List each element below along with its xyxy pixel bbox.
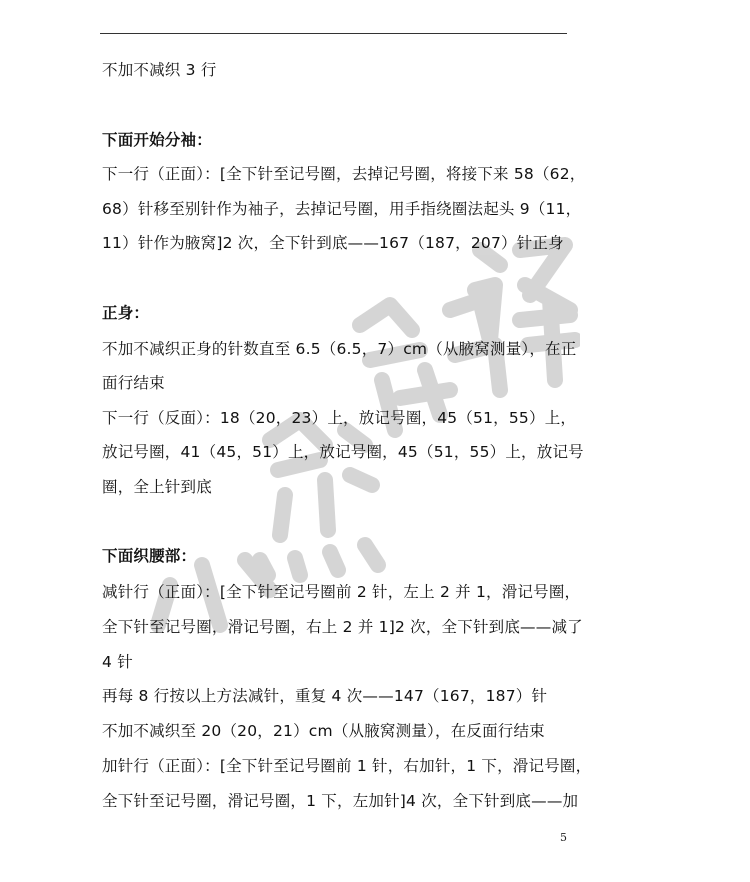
text-line: 全下针至记号圈，滑记号圈，右上 2 并 1]2 次，全下针到底——减了 xyxy=(102,618,583,636)
text-line: 加针行（正面）：[全下针至记号圈前 1 针，右加针，1 下，滑记号圈， xyxy=(102,757,592,775)
section-heading: 下面开始分袖： xyxy=(102,131,212,149)
text-line: 放记号圈，41（45，51）上，放记号圈，45（51，55）上，放记号 xyxy=(102,443,584,461)
text-line: 下一行（正面）：[全下针至记号圈，去掉记号圈，将接下来 58（62， xyxy=(102,165,586,183)
section-heading: 下面织腰部： xyxy=(102,547,197,565)
text-line: 不加不减织至 20（20，21）cm（从腋窝测量），在反面行结束 xyxy=(102,722,545,740)
text-line: 不加不减织 3 行 xyxy=(102,61,217,79)
header-rule xyxy=(100,33,567,34)
text-line: 不加不减织正身的针数直至 6.5（6.5，7）cm（从腋窝测量），在正 xyxy=(102,340,577,358)
text-line: 4 针 xyxy=(102,653,133,671)
text-line: 减针行（正面）：[全下针至记号圈前 2 针，左上 2 并 1，滑记号圈， xyxy=(102,583,581,601)
text-line: 下一行（反面）：18（20，23）上，放记号圈，45（51，55）上， xyxy=(102,409,577,427)
text-line: 全下针至记号圈，滑记号圈，1 下，左加针]4 次，全下针到底——加 xyxy=(102,792,579,810)
text-line: 面行结束 xyxy=(102,374,165,392)
page-number: 5 xyxy=(560,831,567,844)
text-line: 再每 8 行按以上方法减针，重复 4 次——147（167，187）针 xyxy=(102,687,548,705)
text-line: 11）针作为腋窝]2 次，全下针到底——167（187，207）针正身 xyxy=(102,234,564,252)
section-heading: 正身： xyxy=(102,304,150,322)
text-line: 68）针移至别针作为袖子，去掉记号圈，用手指绕圈法起头 9（11， xyxy=(102,200,582,218)
text-line: 圈，全上针到底 xyxy=(102,478,212,496)
